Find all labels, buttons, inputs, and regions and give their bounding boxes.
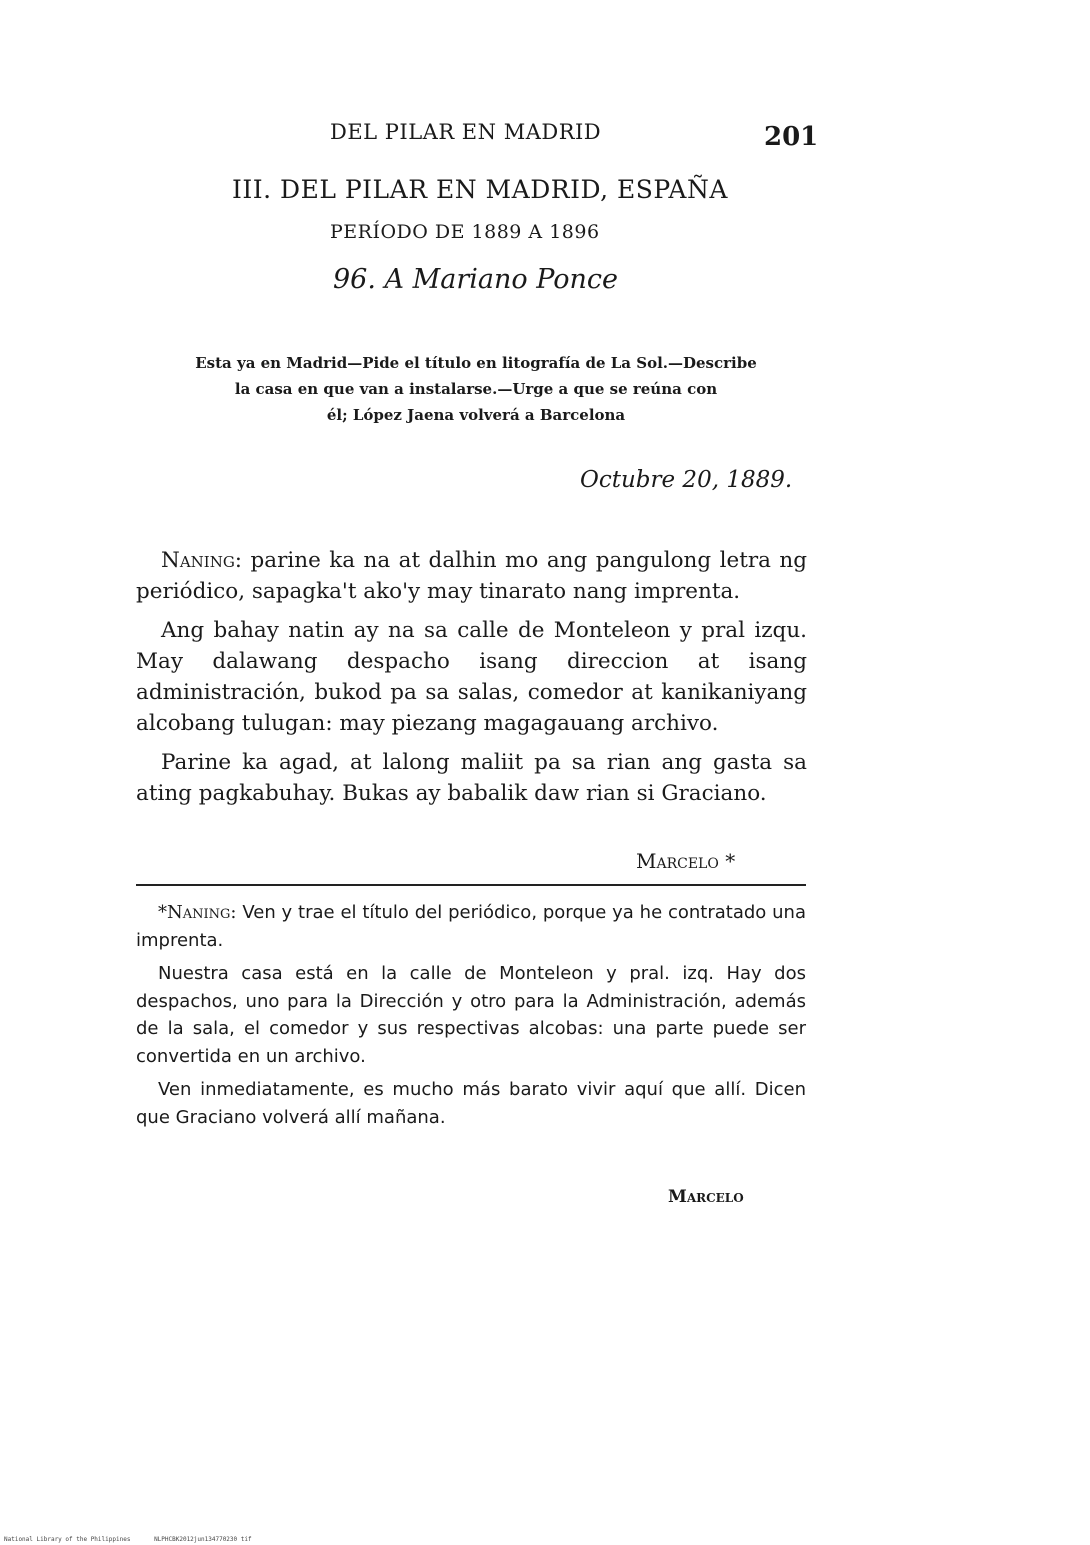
- section-title: III. DEL PILAR EN MADRID, ESPAÑA: [232, 175, 728, 204]
- footnote-translation: [136, 899, 806, 1137]
- running-head: DEL PILAR EN MADRID: [330, 120, 602, 144]
- footnote-paragraph: [136, 899, 806, 954]
- period-subtitle: PERÍODO DE 1889 A 1896: [330, 221, 600, 243]
- footnote-salutation: *Naning:: [158, 902, 237, 923]
- letter-signature: Marcelo *: [636, 849, 736, 873]
- letter-body: [136, 545, 807, 817]
- summary-line: Esta ya en Madrid—Pide el título en litografía de La Sol.—Describe: [195, 354, 757, 372]
- letter-summary: [150, 350, 802, 428]
- salutation: Naning:: [161, 548, 243, 573]
- body-paragraph: Parine ka agad, at lalong maliit pa sa rian ang gasta sa ating pagkabuhay. Bukas ay babalik daw rian si Graciano.: [136, 750, 807, 806]
- footnote-divider: [136, 884, 806, 886]
- scan-file-id: NLPHCBK2012jun134770230 tif: [154, 1536, 252, 1543]
- scan-library-label: National Library of the Philippines: [4, 1536, 131, 1543]
- footnote-paragraph: Nuestra casa está en la calle de Monteleon y pral. izq. Hay dos despachos, uno para la Dirección y otro para la Administración, además de la sala, el comedor y sus respectivas alcobas: una parte puede ser convertida en un archivo.: [136, 963, 806, 1067]
- footnote-paragraph: Ven inmediatamente, es mucho más barato vivir aquí que allí. Dicen que Graciano volverá allí mañana.: [136, 1079, 806, 1128]
- footnote-signature: Marcelo: [668, 1187, 744, 1207]
- letter-title: 96. A Mariano Ponce: [333, 264, 619, 295]
- body-paragraph: Ang bahay natin ay na sa calle de Monteleon y pral izqu. May dalawang despacho isang direccion at isang administración, bukod pa sa salas, comedor at kanikaniyang alcobang tulugan: may piezang magagauang archivo.: [136, 618, 807, 736]
- summary-line: la casa en que van a instalarse.—Urge a que se reúna con: [234, 380, 718, 398]
- page-number: 201: [764, 122, 819, 152]
- summary-line: él; López Jaena volverá a Barcelona: [326, 406, 626, 424]
- body-paragraph: [136, 545, 807, 607]
- scan-footer: [4, 1536, 272, 1543]
- letter-date: Octubre 20, 1889.: [580, 467, 793, 493]
- body-paragraph-text: parine ka na at dalhin mo ang pangulong letra ng periódico, sapagka't ako'y may tinarato nang imprenta.: [136, 548, 807, 604]
- footnote-paragraph-text: Ven y trae el título del periódico, porque ya he contratado una imprenta.: [136, 902, 806, 951]
